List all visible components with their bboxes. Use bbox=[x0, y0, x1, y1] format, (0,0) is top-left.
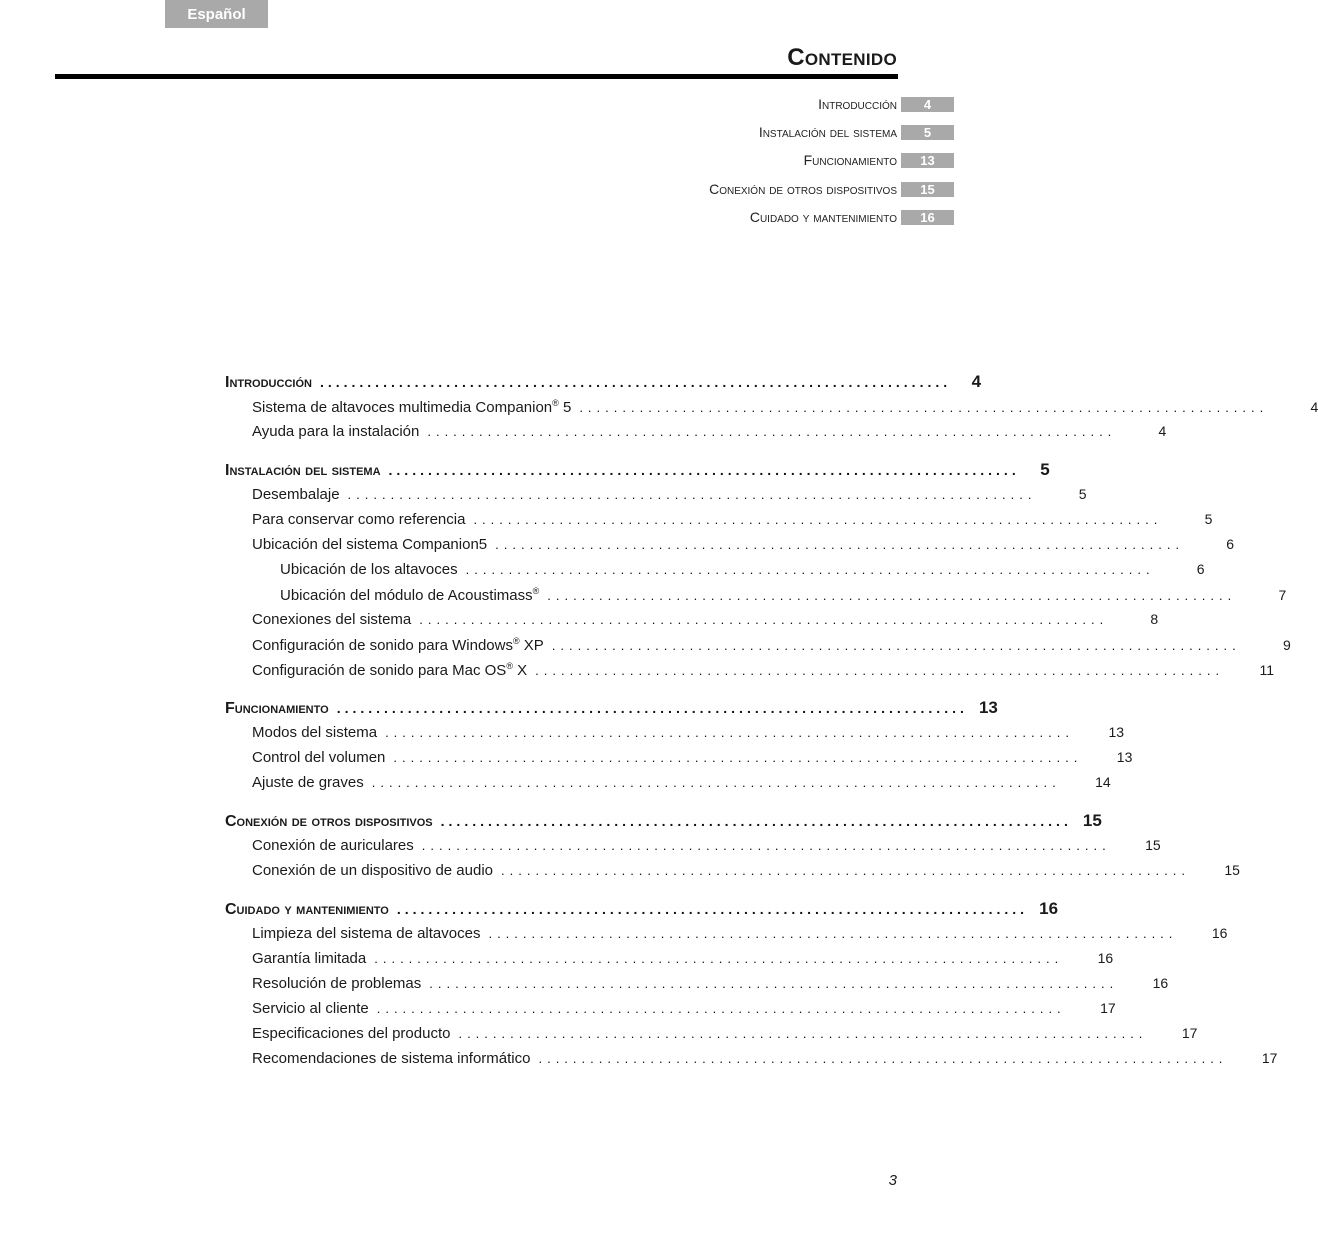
quick-nav-page: 4 bbox=[901, 97, 954, 112]
toc-section-title: Instalación del sistema bbox=[225, 462, 381, 479]
toc-entry-title: Ayuda para la instalación bbox=[252, 423, 420, 440]
dot-leader: ................................................................................ bbox=[535, 663, 1225, 678]
dot-leader: ................................................................................ bbox=[376, 1001, 1066, 1016]
toc-section-conexion bbox=[225, 811, 1240, 887]
quick-nav-label: Conexión de otros dispositivos bbox=[709, 181, 897, 197]
toc-entry-page: 6 bbox=[1196, 561, 1205, 577]
dot-leader: ................................................................................ bbox=[319, 374, 952, 390]
toc-entry-title: Desembalaje bbox=[252, 486, 340, 503]
toc-entry[interactable] bbox=[225, 1000, 1116, 1025]
toc-entry[interactable] bbox=[225, 398, 1318, 423]
quick-nav-item-cuidado[interactable] bbox=[750, 208, 954, 226]
dot-leader: ................................................................................ bbox=[385, 725, 1075, 740]
toc-section-heading[interactable] bbox=[225, 811, 1102, 837]
toc-section-page: 15 bbox=[1082, 811, 1102, 830]
toc-entry-title: Conexiones del sistema bbox=[252, 611, 412, 628]
quick-nav-page: 16 bbox=[901, 210, 954, 225]
quick-nav-label: Instalación del sistema bbox=[758, 124, 897, 140]
toc-section-title: Conexión de otros dispositivos bbox=[225, 813, 433, 830]
toc-entry-title: Resolución de problemas bbox=[252, 975, 422, 992]
dot-leader: ................................................................................ bbox=[421, 838, 1111, 853]
toc-entry-title: Servicio al cliente bbox=[252, 1000, 369, 1017]
dot-leader: ................................................................................ bbox=[374, 951, 1064, 966]
dot-leader: ................................................................................ bbox=[429, 976, 1119, 991]
page-title: Contenido bbox=[787, 44, 897, 71]
toc-entry[interactable] bbox=[225, 975, 1169, 1000]
dot-leader: ................................................................................ bbox=[501, 863, 1190, 878]
language-tab[interactable]: Español bbox=[165, 0, 268, 28]
toc-entry-page: 4 bbox=[1158, 423, 1167, 439]
toc-section-page: 16 bbox=[1039, 899, 1059, 918]
toc-entry-title: Ubicación de los altavoces bbox=[280, 561, 458, 578]
toc-entry[interactable] bbox=[225, 862, 1240, 887]
dot-leader: ................................................................................ bbox=[388, 462, 1020, 478]
toc-entry-page: 17 bbox=[1181, 1025, 1198, 1041]
toc-section-page: 5 bbox=[1040, 460, 1050, 479]
toc-entry-page: 14 bbox=[1095, 774, 1111, 790]
toc-entry-title: Conexión de un dispositivo de audio bbox=[252, 862, 494, 879]
dot-leader: ................................................................................ bbox=[371, 775, 1061, 790]
toc-entry[interactable] bbox=[225, 837, 1161, 862]
quick-nav-label: Funcionamiento bbox=[803, 152, 897, 168]
dot-leader: ................................................................................ bbox=[419, 612, 1109, 627]
dot-leader: ................................................................................ bbox=[458, 1026, 1148, 1041]
dot-leader: ................................................................................ bbox=[336, 700, 968, 716]
toc-entry-page: 8 bbox=[1150, 611, 1159, 627]
toc-entry-page: 15 bbox=[1145, 837, 1161, 853]
quick-nav-page: 13 bbox=[901, 153, 954, 168]
toc-entry[interactable] bbox=[225, 611, 1159, 636]
toc-section-title: Funcionamiento bbox=[225, 700, 329, 717]
dot-leader: ................................................................................ bbox=[473, 512, 1163, 527]
toc-entry-page: 9 bbox=[1282, 637, 1291, 653]
toc-entry[interactable] bbox=[225, 423, 1167, 448]
toc-entry-page: 16 bbox=[1152, 975, 1169, 991]
toc-subentry[interactable] bbox=[225, 586, 1287, 611]
dot-leader: ................................................................................ bbox=[538, 1051, 1228, 1066]
dot-leader: ................................................................................ bbox=[495, 537, 1185, 552]
toc-entry-title: Ajuste de graves bbox=[252, 774, 364, 791]
toc-entry[interactable] bbox=[225, 511, 1213, 536]
toc-section-title: Introducción bbox=[225, 374, 312, 391]
toc-entry-page: 17 bbox=[1100, 1000, 1116, 1016]
quick-nav-item-instalacion[interactable] bbox=[759, 123, 954, 141]
page-number: 3 bbox=[888, 1172, 897, 1189]
quick-nav-item-introduccion[interactable] bbox=[818, 95, 954, 113]
toc-entry-title: Garantía limitada bbox=[252, 950, 367, 967]
toc-entry-title: Recomendaciones de sistema informático bbox=[252, 1050, 531, 1067]
toc-entry-page: 16 bbox=[1211, 925, 1228, 941]
toc-entry-page: 5 bbox=[1204, 511, 1213, 527]
toc-section-cuidado bbox=[225, 899, 1278, 1075]
toc-entry-page: 7 bbox=[1278, 587, 1287, 603]
quick-nav-label: Introducción bbox=[818, 96, 897, 112]
toc-entry-page: 16 bbox=[1097, 950, 1114, 966]
toc-entry-page: 13 bbox=[1108, 724, 1125, 740]
toc-entry-page: 11 bbox=[1259, 662, 1275, 678]
toc-entry-page: 13 bbox=[1116, 749, 1133, 765]
dot-leader: ................................................................................ bbox=[396, 901, 1029, 917]
toc-section-heading[interactable] bbox=[225, 372, 982, 398]
title-rule bbox=[55, 74, 898, 79]
toc-entry-page: 6 bbox=[1226, 536, 1235, 552]
table-of-contents bbox=[225, 372, 1318, 1087]
dot-leader: ................................................................................ bbox=[579, 400, 1269, 415]
toc-entry-title: Especificaciones del producto bbox=[252, 1025, 451, 1042]
toc-entry-title: Limpieza del sistema de altavoces bbox=[252, 925, 481, 942]
toc-section-heading[interactable] bbox=[225, 460, 1050, 486]
toc-section-heading[interactable] bbox=[225, 899, 1059, 925]
dot-leader: ................................................................................ bbox=[488, 926, 1178, 941]
toc-entry-title: Conexión de auriculares bbox=[252, 837, 414, 854]
toc-entry-page: 17 bbox=[1261, 1050, 1278, 1066]
toc-entry-title: Modos del sistema bbox=[252, 724, 378, 741]
dot-leader: ................................................................................ bbox=[465, 562, 1155, 577]
toc-entry[interactable] bbox=[225, 486, 1087, 511]
dot-leader: ................................................................................ bbox=[551, 638, 1241, 653]
quick-nav-page: 5 bbox=[901, 125, 954, 140]
toc-section-funcionamiento bbox=[225, 698, 1133, 799]
dot-leader: ................................................................................ bbox=[547, 588, 1237, 603]
toc-entry[interactable] bbox=[225, 925, 1228, 950]
toc-entry-page: 5 bbox=[1078, 486, 1087, 502]
toc-entry[interactable] bbox=[225, 1050, 1278, 1075]
toc-section-title: Cuidado y mantenimiento bbox=[225, 901, 389, 918]
toc-section-page: 4 bbox=[971, 372, 982, 391]
toc-entry[interactable] bbox=[225, 536, 1235, 561]
toc-section-heading[interactable] bbox=[225, 698, 998, 724]
toc-entry-title: Ubicación del módulo de Acoustimass® bbox=[280, 586, 540, 604]
dot-leader: ................................................................................ bbox=[427, 424, 1117, 439]
toc-entry[interactable] bbox=[225, 724, 1125, 749]
toc-entry[interactable] bbox=[225, 636, 1291, 661]
toc-entry-title: Ubicación del sistema Companion5 bbox=[252, 536, 488, 553]
toc-subentry[interactable] bbox=[225, 561, 1205, 586]
toc-entry[interactable] bbox=[225, 1025, 1198, 1050]
quick-nav-page: 15 bbox=[901, 182, 954, 197]
toc-entry-page: 4 bbox=[1310, 399, 1318, 415]
toc-entry-title: Control del volumen bbox=[252, 749, 386, 766]
toc-entry-title: Para conservar como referencia bbox=[252, 511, 466, 528]
toc-section-instalacion bbox=[225, 460, 1291, 686]
quick-nav-label: Cuidado y mantenimiento bbox=[749, 209, 897, 225]
dot-leader: ................................................................................ bbox=[347, 487, 1037, 502]
toc-section-introduccion bbox=[225, 372, 1318, 448]
toc-section-page: 13 bbox=[978, 698, 998, 717]
quick-nav-item-conexion[interactable] bbox=[709, 180, 954, 198]
toc-entry-page: 15 bbox=[1224, 862, 1240, 878]
toc-entry[interactable] bbox=[225, 950, 1114, 975]
dot-leader: ................................................................................ bbox=[440, 813, 1072, 829]
quick-nav-item-funcionamiento[interactable] bbox=[804, 151, 954, 169]
toc-entry[interactable] bbox=[225, 774, 1111, 799]
toc-entry-title: Sistema de altavoces multimedia Companion® 5 bbox=[252, 398, 572, 416]
toc-entry-title: Configuración de sonido para Windows® XP bbox=[252, 636, 544, 654]
toc-entry[interactable] bbox=[225, 661, 1275, 686]
dot-leader: ................................................................................ bbox=[393, 750, 1083, 765]
toc-entry-title: Configuración de sonido para Mac OS® X bbox=[252, 661, 528, 679]
toc-entry[interactable] bbox=[225, 749, 1133, 774]
